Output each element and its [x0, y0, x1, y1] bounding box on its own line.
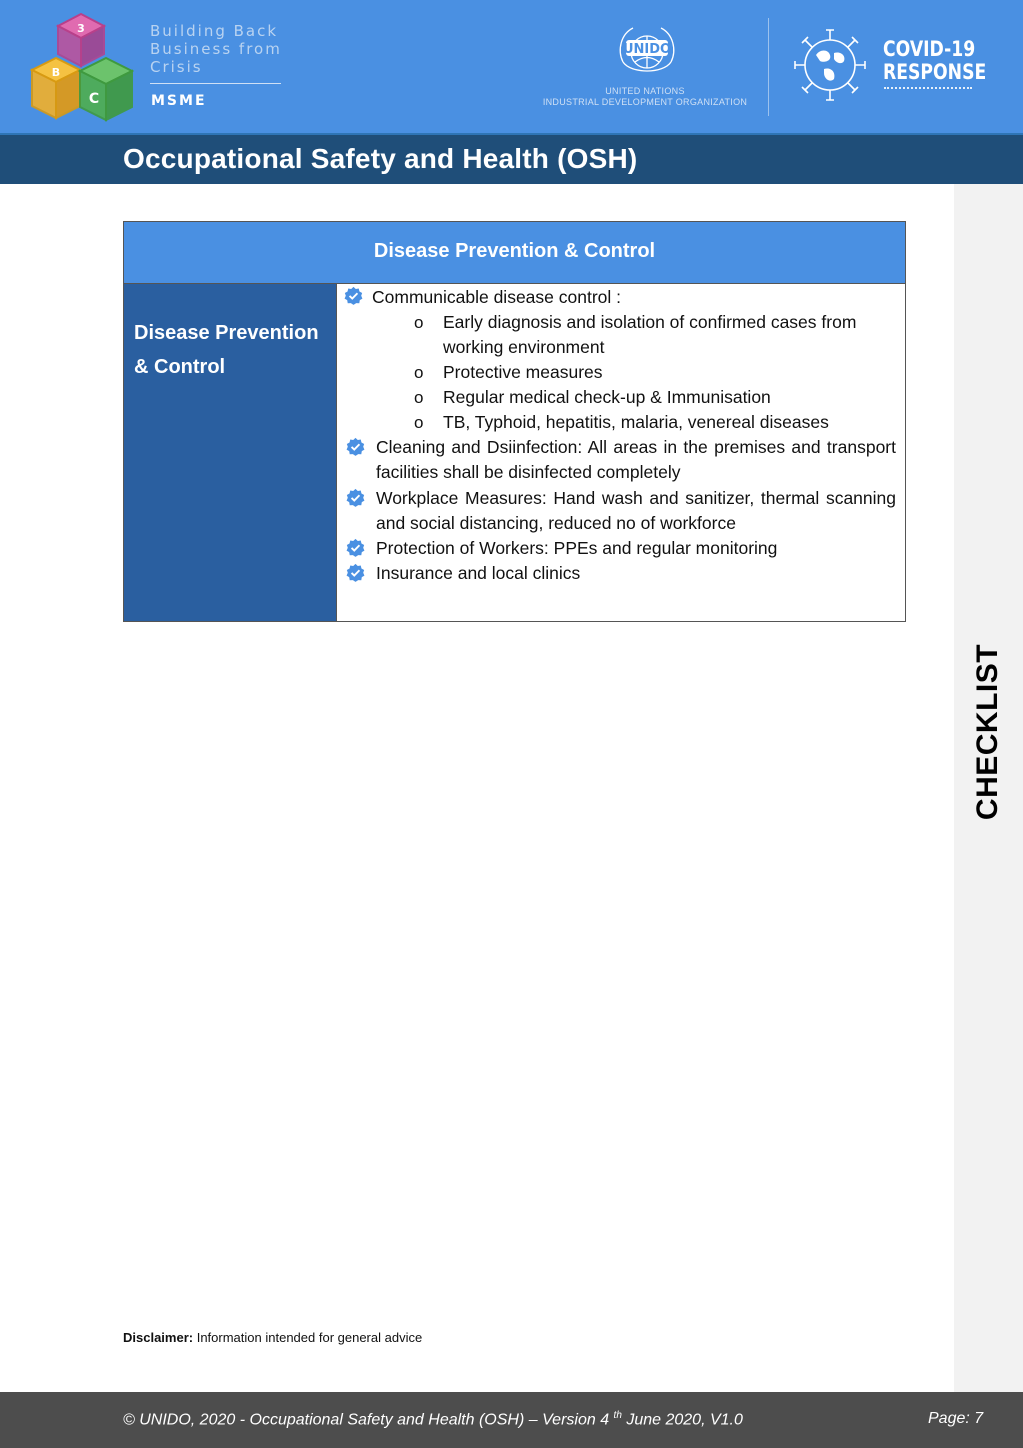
footer-superscript: th [613, 1410, 622, 1421]
list-item [338, 536, 905, 561]
list-item-text: Communicable disease control : [372, 287, 622, 307]
list-item-text: Protection of Workers: PPEs and regular monitoring [376, 538, 778, 558]
bbb-cubes-logo-icon [26, 10, 138, 125]
bbb-divider [150, 83, 281, 84]
footer-copyright-main: © UNIDO, 2020 - Occupational Safety and Health (OSH) – Version 4 [123, 1411, 610, 1429]
footer-copyright-tail: June 2020, V1.0 [621, 1411, 743, 1429]
covid-dotted-rule [884, 87, 972, 89]
list-item [338, 285, 905, 311]
sub-list-item-text: Protective measures [443, 362, 603, 382]
title-band [0, 133, 1023, 184]
svg-text:B: B [51, 66, 61, 79]
verified-check-badge-icon [343, 286, 364, 307]
disclaimer [123, 1330, 422, 1345]
bbb-title [150, 22, 282, 76]
sub-list-item-text: Regular medical check-up & Immunisation [443, 387, 771, 407]
sub-list-item [338, 410, 905, 435]
bbb-line-1: Building Back [150, 22, 279, 40]
table-category-cell [124, 284, 337, 621]
sub-bullet: o [414, 363, 424, 382]
category-line-1: Disease Prevention [134, 322, 319, 344]
verified-check-badge-icon [345, 538, 366, 559]
sub-list-item [338, 385, 905, 410]
unido-subtitle-line-2: INDUSTRIAL DEVELOPMENT ORGANIZATION [542, 97, 748, 107]
list-item-text: Workplace Measures: Hand wash and sanitizer, thermal scanning and social distancing, reduced no of workforce [376, 488, 896, 533]
footer [0, 1392, 1023, 1448]
table-content-cell [338, 284, 905, 621]
page-title: Occupational Safety and Health (OSH) [123, 143, 638, 174]
unido-emblem-icon [613, 22, 681, 80]
svg-text:C: C [88, 91, 100, 107]
table-category-label [134, 316, 334, 384]
covid-line-2: RESPONSE [883, 60, 987, 84]
sub-bullet: o [414, 388, 424, 407]
svg-text:3: 3 [77, 22, 85, 35]
sub-list-item [338, 310, 905, 360]
sub-list-item-text: TB, Typhoid, hepatitis, malaria, venereal diseases [443, 412, 829, 432]
list-item [338, 486, 905, 536]
covid-virus-globe-icon [790, 25, 870, 105]
table-header-title: Disease Prevention & Control [373, 240, 656, 262]
disclaimer-label: Disclaimer: [123, 1330, 194, 1345]
covid-response-title [883, 38, 986, 84]
bbb-line-3: Crisis [150, 58, 203, 76]
sub-bullet: o [414, 413, 424, 432]
unido-subtitle-line-1: UNITED NATIONS [605, 86, 685, 96]
header-band [0, 0, 1023, 133]
verified-check-badge-icon [345, 488, 366, 509]
verified-check-badge-icon [345, 563, 366, 584]
category-line-2: & Control [134, 356, 226, 378]
bbb-line-2: Business from [150, 40, 282, 58]
disease-prevention-table [123, 221, 906, 622]
unido-wordmark: UNIDO [622, 42, 672, 57]
sub-bullet: o [414, 313, 424, 332]
table-header [124, 222, 905, 284]
header-divider [768, 18, 769, 116]
sub-list-item-text: Early diagnosis and isolation of confirmed cases from working environment [443, 312, 857, 357]
sub-list-item [338, 360, 905, 385]
footer-copyright [123, 1410, 743, 1429]
list-item-text: Insurance and local clinics [376, 563, 581, 583]
msme-label: MSME [151, 93, 207, 109]
list-item [338, 435, 905, 485]
disclaimer-text: Information intended for general advice [196, 1330, 423, 1345]
checklist-side-label: CHECKLIST [971, 643, 1004, 821]
verified-check-badge-icon [345, 437, 366, 458]
unido-subtitle [530, 86, 760, 108]
list-item-text: Cleaning and Dsiinfection: All areas in the premises and transport facilities shall be disinfected completely [376, 437, 896, 482]
covid-line-1: COVID-19 [883, 37, 976, 61]
list-item [338, 561, 905, 586]
page-number: Page: 7 [928, 1410, 984, 1427]
